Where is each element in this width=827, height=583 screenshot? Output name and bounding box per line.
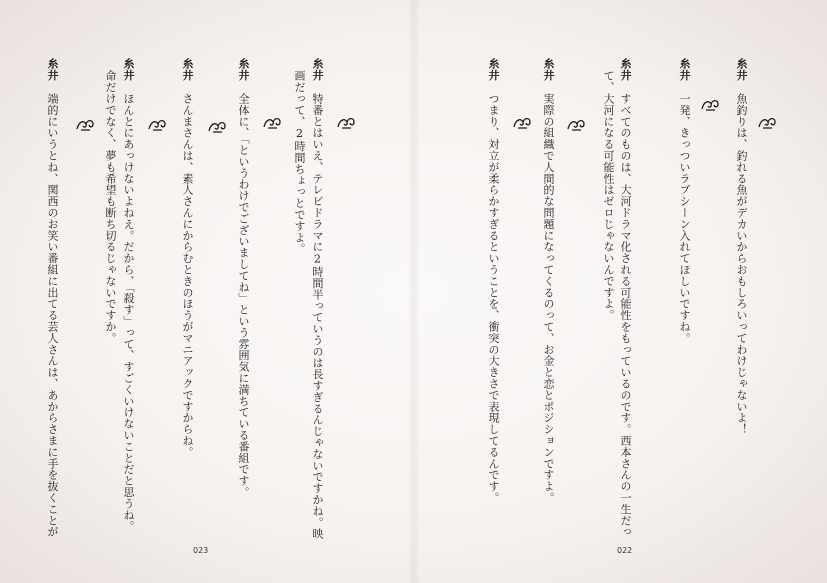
- page-number-right: 022: [617, 546, 633, 555]
- fleuron-ornament-icon: [512, 115, 532, 129]
- left-line-1: [310, 58, 325, 539]
- speaker-label: 糸井: [619, 58, 632, 81]
- fleuron-ornament-icon: [700, 97, 720, 111]
- page-number-left: 023: [193, 546, 209, 555]
- quote-text: 特番とはいえ、テレビドラマに2時間半っていうのは長すぎるんじゃないですかね。映: [311, 92, 324, 540]
- speaker-label: 糸井: [237, 58, 250, 81]
- left-line-5: [45, 58, 60, 537]
- speaker-label: 糸井: [181, 58, 194, 81]
- left-line-3: [180, 58, 195, 458]
- fleuron-ornament-icon: [207, 119, 227, 133]
- quote-text: さんまさんは、素人さんにからむときのほうがマニアックですからね。: [181, 92, 194, 458]
- fleuron-ornament-icon: [75, 117, 95, 131]
- quote-text: 実際の組織で人間的な問題になってくるのって、お金と恋とポジションですよ。: [542, 92, 555, 504]
- fleuron-ornament-icon: [147, 117, 167, 131]
- right-line-5: [486, 58, 501, 503]
- speaker-label: 糸井: [735, 58, 748, 81]
- right-line-4: [541, 58, 556, 503]
- quote-text: 全体に、「というわけでございましてね」という雰囲気に満ちている番組です。: [237, 92, 250, 498]
- right-line-1: [734, 58, 749, 435]
- quote-text: 端的にいうとね、関西のお笑い番組に出てる芸人さんは、あからさまに手を抜くことが: [46, 92, 59, 538]
- quote-text: ほんとにあっけないよねえ。だから、「殺す」って、すごくいけないことだと思うね。: [122, 92, 135, 532]
- quote-text: て、大河になる可能性はゼロじゃないんですよ。: [602, 70, 615, 321]
- quote-text: 画だって、2時間ちょっとですよ。: [293, 70, 306, 255]
- fleuron-ornament-icon: [566, 117, 586, 131]
- fleuron-ornament-icon: [757, 115, 777, 129]
- left-line-4: [121, 58, 136, 532]
- left-line-2: [236, 58, 251, 498]
- quote-text: 魚釣りは、釣れる魚がデカいからおもしろいってわけじゃないよ！: [735, 92, 748, 435]
- quote-text: すべてのものは、大河ドラマ化される可能性をもっているのです。西本さんの一生だっ: [619, 92, 632, 538]
- speaker-label: 糸井: [46, 58, 59, 81]
- speaker-label: 糸井: [678, 58, 691, 81]
- book-gutter: [408, 0, 420, 583]
- left-line-1-cont: [292, 58, 307, 254]
- speaker-label: 糸井: [542, 58, 555, 81]
- right-line-3: [618, 58, 633, 537]
- quote-text: 命だけでなく、夢も希望も断ち切るじゃないですか。: [104, 70, 117, 344]
- speaker-label: 糸井: [311, 58, 324, 81]
- fleuron-ornament-icon: [336, 115, 356, 129]
- right-line-3-cont: [601, 58, 616, 321]
- fleuron-ornament-icon: [262, 115, 282, 129]
- right-line-2: [677, 58, 692, 344]
- speaker-label: 糸井: [122, 58, 135, 81]
- quote-text: 一発、きっついラブシーン入れてほしいですね。: [678, 92, 691, 344]
- quote-text: つまり、対立が柔らかすぎるということを、衝突の大きさで表現してるんです。: [487, 92, 500, 504]
- left-line-4-cont: [103, 58, 118, 344]
- speaker-label: 糸井: [487, 58, 500, 81]
